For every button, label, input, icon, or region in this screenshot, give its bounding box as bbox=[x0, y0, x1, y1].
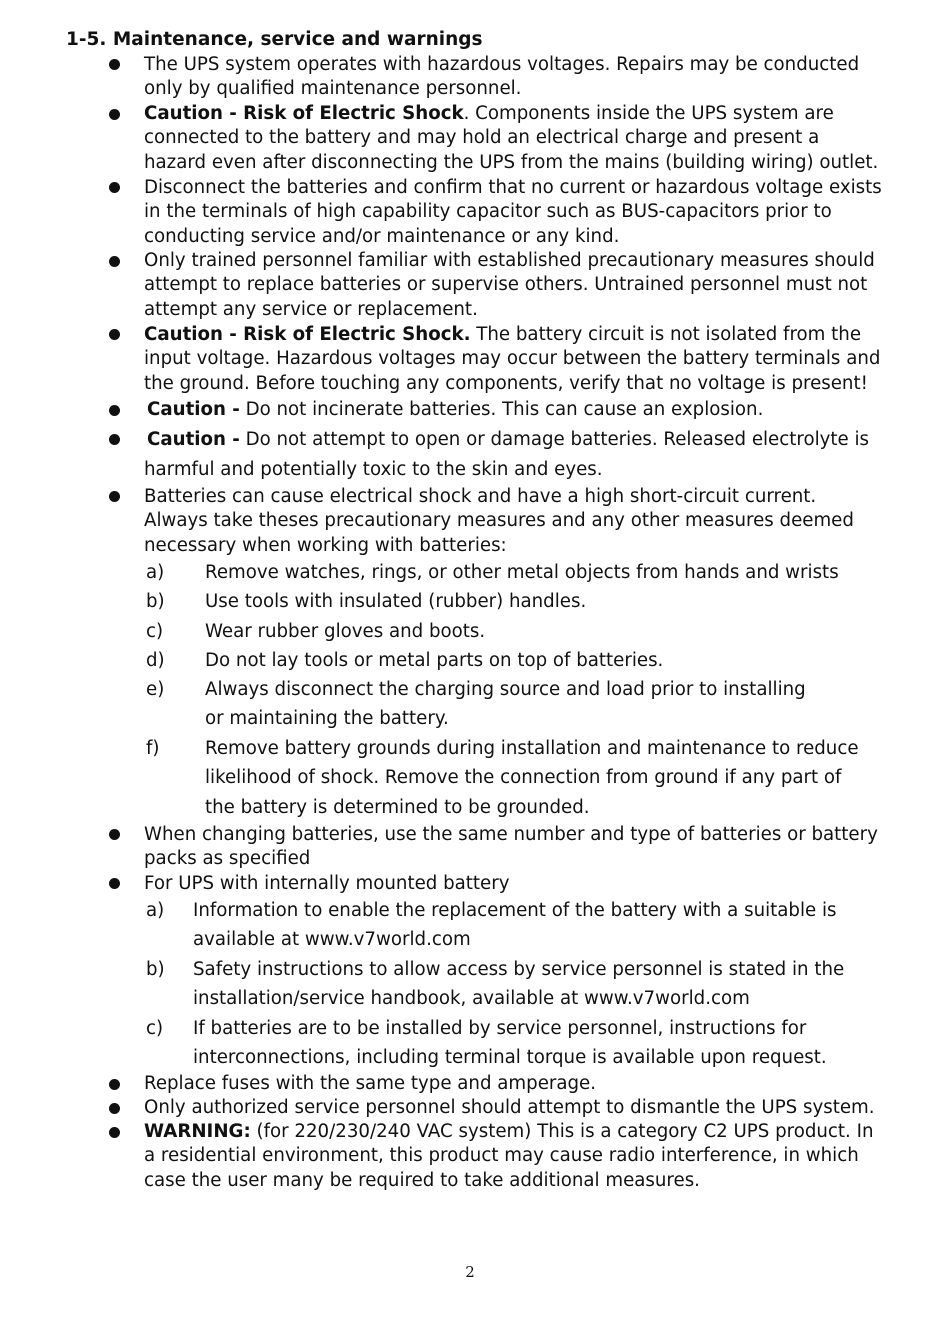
caution-label: Caution - bbox=[147, 429, 240, 450]
bullet-icon bbox=[109, 256, 120, 267]
section-heading: 1-5. Maintenance, service and warnings bbox=[66, 29, 483, 50]
bullet-icon bbox=[109, 109, 120, 120]
warning-label: WARNING: bbox=[144, 1121, 251, 1142]
bullet-icon bbox=[109, 59, 120, 70]
bullet-item: WARNING: (for 220/230/240 VAC system) This is a category C2 UPS product. In a residential environment, this product may cause radio interference, in which case the user many be required to take additional measures. bbox=[144, 1121, 874, 1191]
bullet-icon bbox=[109, 329, 120, 340]
bullet-item: Disconnect the batteries and confirm that no current or hazardous voltage exists in the terminals of high capability capacitor such as BUS-capacitors prior to conducting service and/or maintenance or any kind. bbox=[144, 177, 882, 247]
bullet-item: Caution - Risk of Electric Shock. The battery circuit is not isolated from the input voltage. Hazardous voltages may occur between the battery terminals and the ground. Before touching any components, verify that no voltage is present! bbox=[144, 324, 881, 394]
caution-label: Caution - Risk of Electric Shock bbox=[144, 103, 464, 124]
page-number: 2 bbox=[465, 1263, 475, 1281]
bullet-item: Caution - Risk of Electric Shock. Components inside the UPS system are connected to the battery and may hold an electrical charge and present a hazard even after disconnecting the UPS from the mains (building wiring) outlet. bbox=[144, 103, 879, 173]
caution-label: Caution - bbox=[147, 399, 240, 420]
bullet-item: Replace fuses with the same type and amperage. bbox=[144, 1073, 597, 1094]
bullet-icon bbox=[109, 182, 120, 193]
bullet-icon bbox=[109, 878, 120, 889]
bullet-item: Caution - Do not incinerate batteries. This can cause an explosion. bbox=[147, 399, 764, 420]
document-page: 1-5. Maintenance, service and warnings The UPS system operates with hazardous voltages. Repairs may be conducted only by qualified maintenance personnel. Caution - Risk of Electric Shock. Components inside the UPS system are connected to the battery and may hold an electrical charge and present a hazard even after disconnecting the UPS from the mains (building wiring) outlet. Disconnect the batteries and confirm that no current or hazardous voltage exists in the terminals of high capability capacitor such as BUS-capacitors prior to conducting service and/or maintenance or any kind. Only trained personnel familiar with established precautionary measures should attempt to replace batteries or supervise others. Untrained personnel must not attempt any service or replacement. Caution - Risk of Electric Shock. The battery circuit is not isolated from the input voltage. Hazardous voltages may occur between the battery terminals and the ground. Before touching any components, verify that no voltage is present! Caution - Do not incinerate batteries. This can cause an explosion. Caution - Do not attempt to open or damage batteries. Released electrolyte is harmful and potentially toxic to the skin and eyes. Batteries can cause electrical shock and have a high short-circuit current. Always take theses precautionary measures and any other measures deemed necessary when working with batteries: a) Remove watches, rings, or other metal objects from hands and wrists b) Use tools with insulated (rubber) handles. c) Wear rubber gloves and boots. d) Do not lay tools or metal parts on top of batteries. e) Always disconnect the charging source and load prior to installing or maintaining the battery. f) Remove battery grounds during installation and maintenance to reduce likelihood of shock. Remove the connection from ground if any part of the battery is determined to be grounded. When changing batteries, use the same number and type of batteries or battery packs as specified For UPS with internally mounted battery a) Information to enable the replacement of the battery with a suitable is available at www.v7world.com b) Safety instructions to allow access by service personnel is stated in the installation/service handbook, available at www.v7world.com c) If batteries are to be installed by service personnel, instructions for interconnections, including terminal torque is available upon request. Replace fuses with the same type and amperage. Only authorized service personnel should attempt to dismantle the UPS system. WARNING: (for 220/230/240 VAC system) This is a category C2 UPS product. In a residential environment, this product may cause radio interference, in which case the user many be required to take additional measures. 2 bbox=[0, 0, 950, 1329]
bullet-icon bbox=[109, 1079, 120, 1090]
bullet-icon bbox=[109, 1103, 120, 1114]
bullet-item: Batteries can cause electrical shock and have a high short-circuit current. Always take theses precautionary measures and any other measures deemed necessary when working with batteries: bbox=[144, 486, 854, 556]
bullet-item: The UPS system operates with hazardous voltages. Repairs may be conducted only by qualified maintenance personnel. bbox=[144, 54, 860, 100]
bullet-item: When changing batteries, use the same number and type of batteries or battery packs as specified bbox=[144, 824, 878, 870]
bullet-icon bbox=[109, 1127, 120, 1138]
bullet-icon bbox=[109, 829, 120, 840]
bullet-icon bbox=[109, 434, 120, 445]
bullet-icon bbox=[109, 491, 120, 502]
bullet-item: Caution - Do not attempt to open or damage batteries. Released electrolyte is harmful and potentially toxic to the skin and eyes. bbox=[144, 429, 870, 480]
bullet-item: Only trained personnel familiar with established precautionary measures should attempt to replace batteries or supervise others. Untrained personnel must not attempt any service or replacement. bbox=[144, 250, 875, 320]
bullet-item: Only authorized service personnel should attempt to dismantle the UPS system. bbox=[144, 1097, 875, 1118]
bullet-item: For UPS with internally mounted battery bbox=[144, 873, 510, 894]
bullet-icon bbox=[109, 405, 120, 416]
caution-label: Caution - Risk of Electric Shock. bbox=[144, 324, 471, 345]
